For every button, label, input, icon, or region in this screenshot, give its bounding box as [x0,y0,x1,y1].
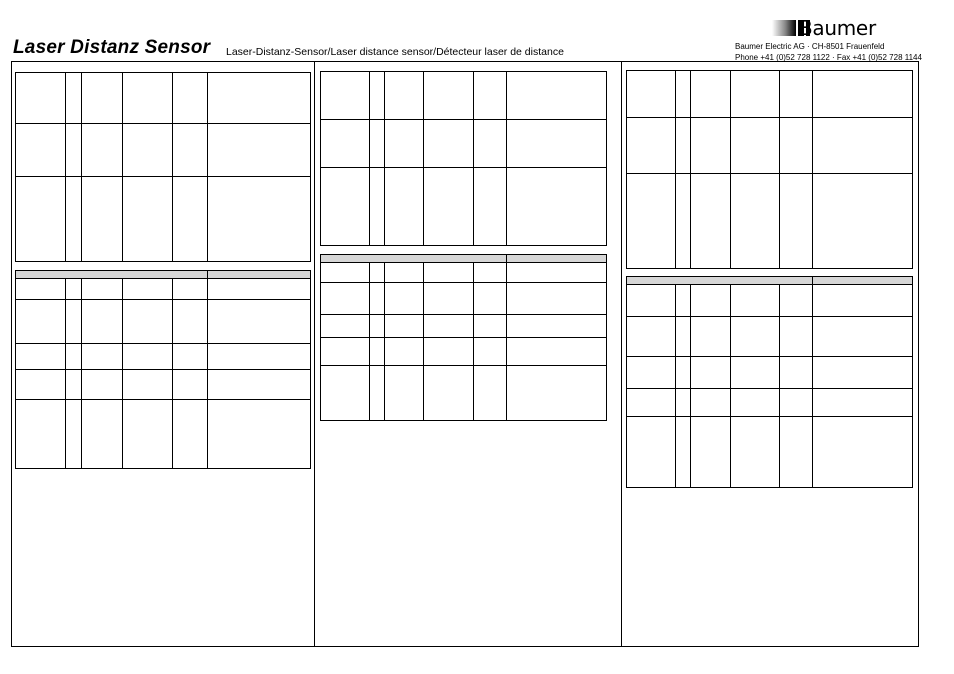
column-divider-1 [314,61,315,647]
column-1-lower-table [15,270,311,469]
column-divider-2 [621,61,622,647]
column-2-lower-table [320,254,607,421]
column-1-upper-table [15,72,311,262]
address-line-1: Baumer Electric AG · CH-8501 Frauenfeld [735,42,885,51]
brand-name: Baumer [799,16,876,40]
page-subtitle: Laser-Distanz-Sensor/Laser distance sensor/Détecteur laser de distance [226,46,564,58]
page-title: Laser Distanz Sensor [13,37,211,58]
column-3-upper-table [626,70,913,269]
address-line-2: Phone +41 (0)52 728 1122 · Fax +41 (0)52 728 1144 [735,53,922,62]
column-2-upper-table [320,71,607,246]
brand-address [735,41,922,63]
column-3-lower-table [626,276,913,488]
